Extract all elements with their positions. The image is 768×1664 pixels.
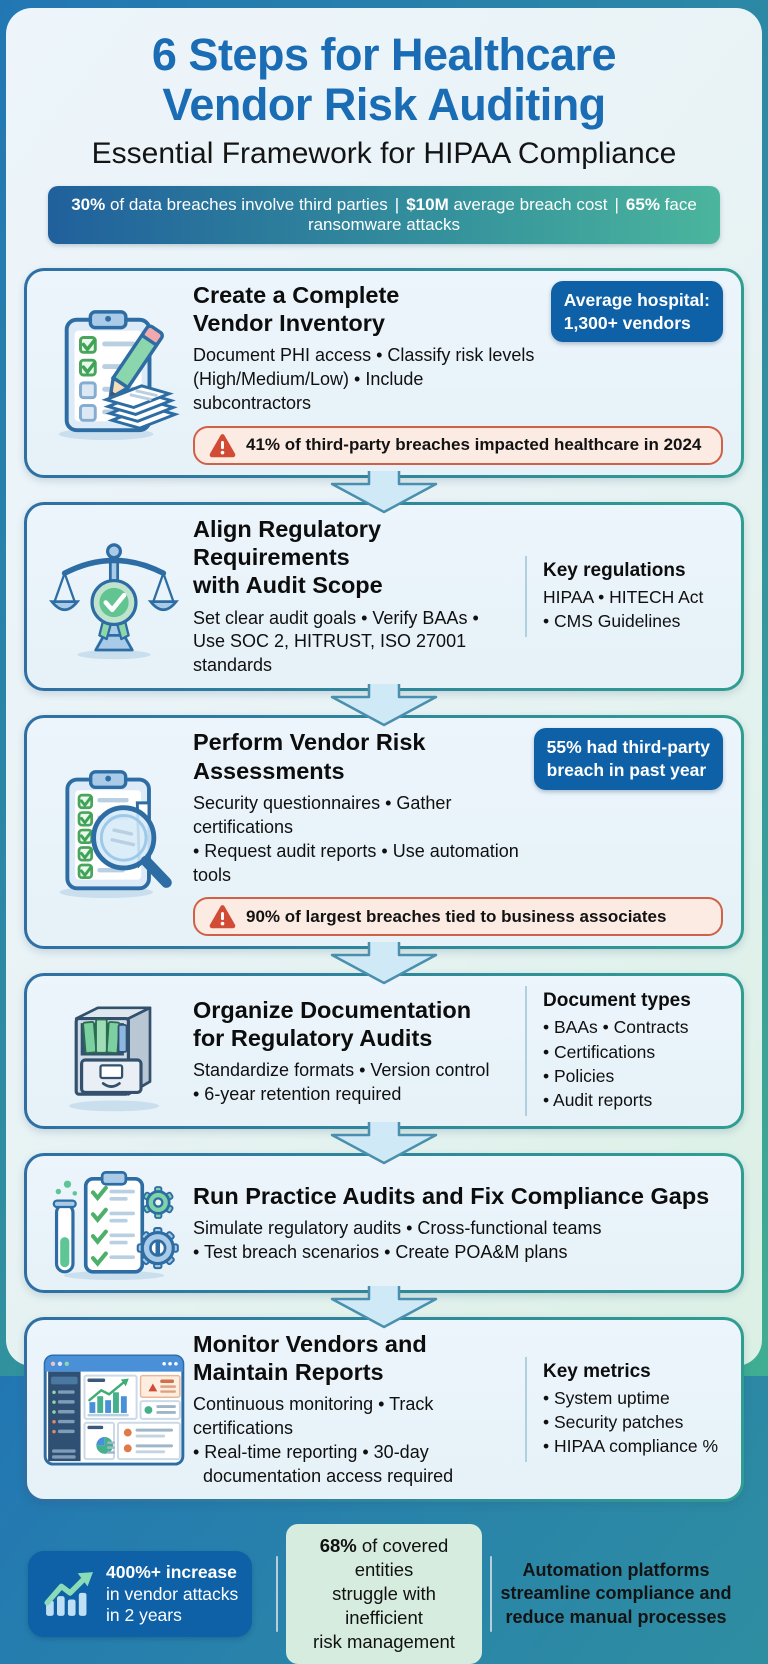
- step-description: Set clear audit goals • Verify BAAs • Use SOC 2, HITRUST, ISO 27001 standards: [193, 607, 479, 676]
- covered-entities-stat: 68% of covered entities struggle with inefficient risk management: [286, 1524, 482, 1664]
- flow-arrow: [24, 478, 744, 502]
- panel-line: • Audit reports: [543, 1089, 653, 1110]
- stat-label: face ransomware attacks: [307, 194, 697, 234]
- flow-arrow: [24, 691, 744, 715]
- step-title: Align Regulatory Requirements with Audit Scope: [193, 515, 383, 599]
- step-2-card: [24, 502, 744, 691]
- flow-arrow: [24, 1129, 744, 1153]
- panel-line: • System uptime: [543, 1387, 670, 1408]
- stat-headline: 400%+ increase: [106, 1562, 237, 1583]
- warning-callout: [193, 426, 723, 465]
- step-4-card: [24, 973, 744, 1129]
- panel-line: • Policies: [543, 1065, 615, 1086]
- panel-line: • BAAs • Contracts: [543, 1017, 689, 1038]
- panel-line: • CMS Guidelines: [543, 611, 681, 632]
- flow-arrow: [24, 949, 744, 973]
- stat-badge: Average hospital: 1,300+ vendors: [551, 281, 723, 343]
- panel-line: HIPAA • HITECH Act: [543, 587, 704, 608]
- stat-line: in vendor attacks: [106, 1583, 239, 1604]
- step-description: Security questionnaires • Gather certifications • Request audit reports • Use automation tools: [193, 792, 519, 885]
- vendor-attacks-stat: [28, 1551, 252, 1637]
- key-metrics-panel: [525, 1357, 723, 1462]
- warning-text: 41% of third-party breaches impacted healthcare in 2024: [246, 435, 702, 455]
- step-description: Document PHI access • Classify risk levels (High/Medium/Low) • Include subcontractors: [193, 345, 535, 414]
- step-6-card: [24, 1317, 744, 1502]
- step-title: Monitor Vendors and Maintain Reports: [193, 1331, 427, 1386]
- warning-icon: [209, 904, 236, 929]
- file-cabinet-icon: [35, 988, 193, 1114]
- clipboard-magnifier-icon: [35, 764, 193, 900]
- step-title: Perform Vendor Risk Assessments: [193, 729, 426, 784]
- panel-title: Document types: [543, 990, 691, 1012]
- page-title: 6 Steps for Healthcare Vendor Risk Auditing: [151, 29, 617, 131]
- step-1-card: [24, 268, 744, 478]
- stats-bar: [48, 186, 720, 244]
- stat-label: average breach cost: [448, 194, 608, 214]
- panel-title: Key regulations: [543, 560, 686, 582]
- page-subtitle: Essential Framework for HIPAA Compliance: [91, 136, 677, 170]
- stat-separator: |: [394, 194, 400, 214]
- warning-text: 90% of largest breaches tied to business associates: [246, 906, 667, 926]
- balance-scale-icon: [35, 533, 193, 661]
- step-3-card: [24, 715, 744, 949]
- step-5-card: [24, 1153, 744, 1293]
- testtube-checklist-gears-icon: [35, 1166, 193, 1280]
- warning-icon: [209, 433, 236, 458]
- step-title: Organize Documentation for Regulatory Audits: [193, 996, 472, 1051]
- growth-chart-icon: [42, 1570, 96, 1618]
- panel-line: • Security patches: [543, 1412, 684, 1433]
- step-title: Run Practice Audits and Fix Compliance Gaps: [193, 1182, 710, 1209]
- step-description: Simulate regulatory audits • Cross-functional teams • Test breach scenarios • Create POA&M plans: [193, 1217, 602, 1262]
- document-types-panel: [525, 986, 723, 1116]
- automation-note: Automation platforms streamline compliance and reduce manual processes: [500, 1559, 732, 1628]
- step-title: Create a Complete Vendor Inventory: [193, 281, 400, 336]
- infographic-card: [6, 8, 762, 1653]
- warning-callout: [193, 897, 723, 936]
- stat-value: 65%: [625, 194, 660, 214]
- key-regulations-panel: [525, 556, 723, 637]
- footer-stats: [28, 1524, 740, 1664]
- stat-label: of data breaches involve third parties: [105, 194, 388, 214]
- monitoring-dashboard-icon: [35, 1351, 193, 1469]
- panel-line: • Certifications: [543, 1041, 656, 1062]
- steps-flow: [24, 268, 744, 1502]
- stat-value: 30%: [71, 194, 106, 214]
- panel-line: • HIPAA compliance %: [543, 1436, 719, 1457]
- stat-line: in 2 years: [106, 1604, 182, 1625]
- panel-title: Key metrics: [543, 1360, 651, 1382]
- stat-badge: 55% had third-party breach in past year: [534, 728, 723, 790]
- stat-separator: |: [614, 194, 619, 214]
- stat-value: $10M: [406, 194, 449, 214]
- clipboard-pencil-icon: [35, 304, 193, 442]
- step-description: Continuous monitoring • Track certifications • Real-time reporting • 30-day documentation access required: [193, 1394, 454, 1487]
- flow-arrow: [24, 1293, 744, 1317]
- step-description: Standardize formats • Version control • 6-year retention required: [193, 1060, 490, 1104]
